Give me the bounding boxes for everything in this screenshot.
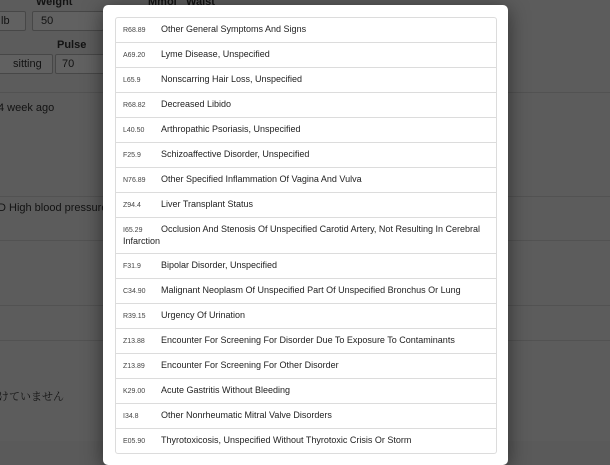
diagnosis-list [115, 17, 497, 454]
diagnosis-code: I34.8 [123, 413, 139, 420]
diagnosis-description: Other Specified Inflammation Of Vagina And Vulva [161, 174, 362, 184]
diagnosis-code: I65.29 [123, 227, 143, 234]
diagnosis-description: Urgency Of Urination [161, 310, 246, 320]
diagnosis-list-item[interactable] [116, 142, 496, 167]
diagnosis-list-item[interactable] [116, 278, 496, 303]
diagnosis-list-item[interactable] [116, 42, 496, 67]
diagnosis-code: F25.9 [123, 152, 141, 159]
diagnosis-code: R39.15 [123, 313, 146, 320]
diagnosis-list-item[interactable] [116, 217, 496, 253]
diagnosis-description: Other Nonrheumatic Mitral Valve Disorders [161, 410, 332, 420]
diagnosis-description: Thyrotoxicosis, Unspecified Without Thyrotoxic Crisis Or Storm [161, 435, 412, 445]
diagnosis-description: Malignant Neoplasm Of Unspecified Part Of Unspecified Bronchus Or Lung [161, 285, 461, 295]
diagnosis-description: Encounter For Screening For Other Disorder [161, 360, 339, 370]
diagnosis-list-item[interactable] [116, 92, 496, 117]
diagnosis-code: Z94.4 [123, 202, 141, 209]
diagnosis-code: A69.20 [123, 52, 146, 59]
diagnosis-description: Liver Transplant Status [161, 199, 254, 209]
diagnosis-code: R68.89 [123, 27, 146, 34]
diagnosis-description: Other General Symptoms And Signs [161, 24, 307, 34]
diagnosis-description: Schizoaffective Disorder, Unspecified [161, 149, 310, 159]
diagnosis-code: N76.89 [123, 177, 146, 184]
diagnosis-description: Encounter For Screening For Disorder Due To Exposure To Contaminants [161, 335, 455, 345]
diagnosis-list-item[interactable] [116, 253, 496, 278]
diagnosis-description: Nonscarring Hair Loss, Unspecified [161, 74, 303, 84]
diagnosis-description: Acute Gastritis Without Bleeding [161, 385, 291, 395]
diagnosis-list-item[interactable] [116, 67, 496, 92]
diagnosis-description: Bipolar Disorder, Unspecified [161, 260, 278, 270]
diagnosis-list-item[interactable] [116, 328, 496, 353]
diagnosis-code: Z13.89 [123, 363, 145, 370]
diagnosis-list-item[interactable] [116, 403, 496, 428]
diagnosis-picker-modal [103, 5, 508, 465]
diagnosis-description: Decreased Libido [161, 99, 232, 109]
diagnosis-code: Z13.88 [123, 338, 145, 345]
diagnosis-description: Arthropathic Psoriasis, Unspecified [161, 124, 301, 134]
diagnosis-description: Lyme Disease, Unspecified [161, 49, 270, 59]
diagnosis-list-item[interactable] [116, 117, 496, 142]
diagnosis-code: K29.00 [123, 388, 146, 395]
diagnosis-list-item[interactable] [116, 167, 496, 192]
diagnosis-code: E05.90 [123, 438, 146, 445]
diagnosis-code: L40.50 [123, 127, 145, 134]
diagnosis-code: L65.9 [123, 77, 141, 84]
diagnosis-list-item[interactable] [116, 353, 496, 378]
diagnosis-list-item[interactable] [116, 303, 496, 328]
diagnosis-code: C34.90 [123, 288, 146, 295]
diagnosis-code: R68.82 [123, 102, 146, 109]
diagnosis-list-item[interactable] [116, 378, 496, 403]
diagnosis-list-item[interactable] [116, 18, 496, 42]
diagnosis-list-item[interactable] [116, 192, 496, 217]
diagnosis-code: F31.9 [123, 263, 141, 270]
diagnosis-description: Occlusion And Stenosis Of Unspecified Carotid Artery, Not Resulting In Cerebral Infarction [123, 224, 480, 246]
